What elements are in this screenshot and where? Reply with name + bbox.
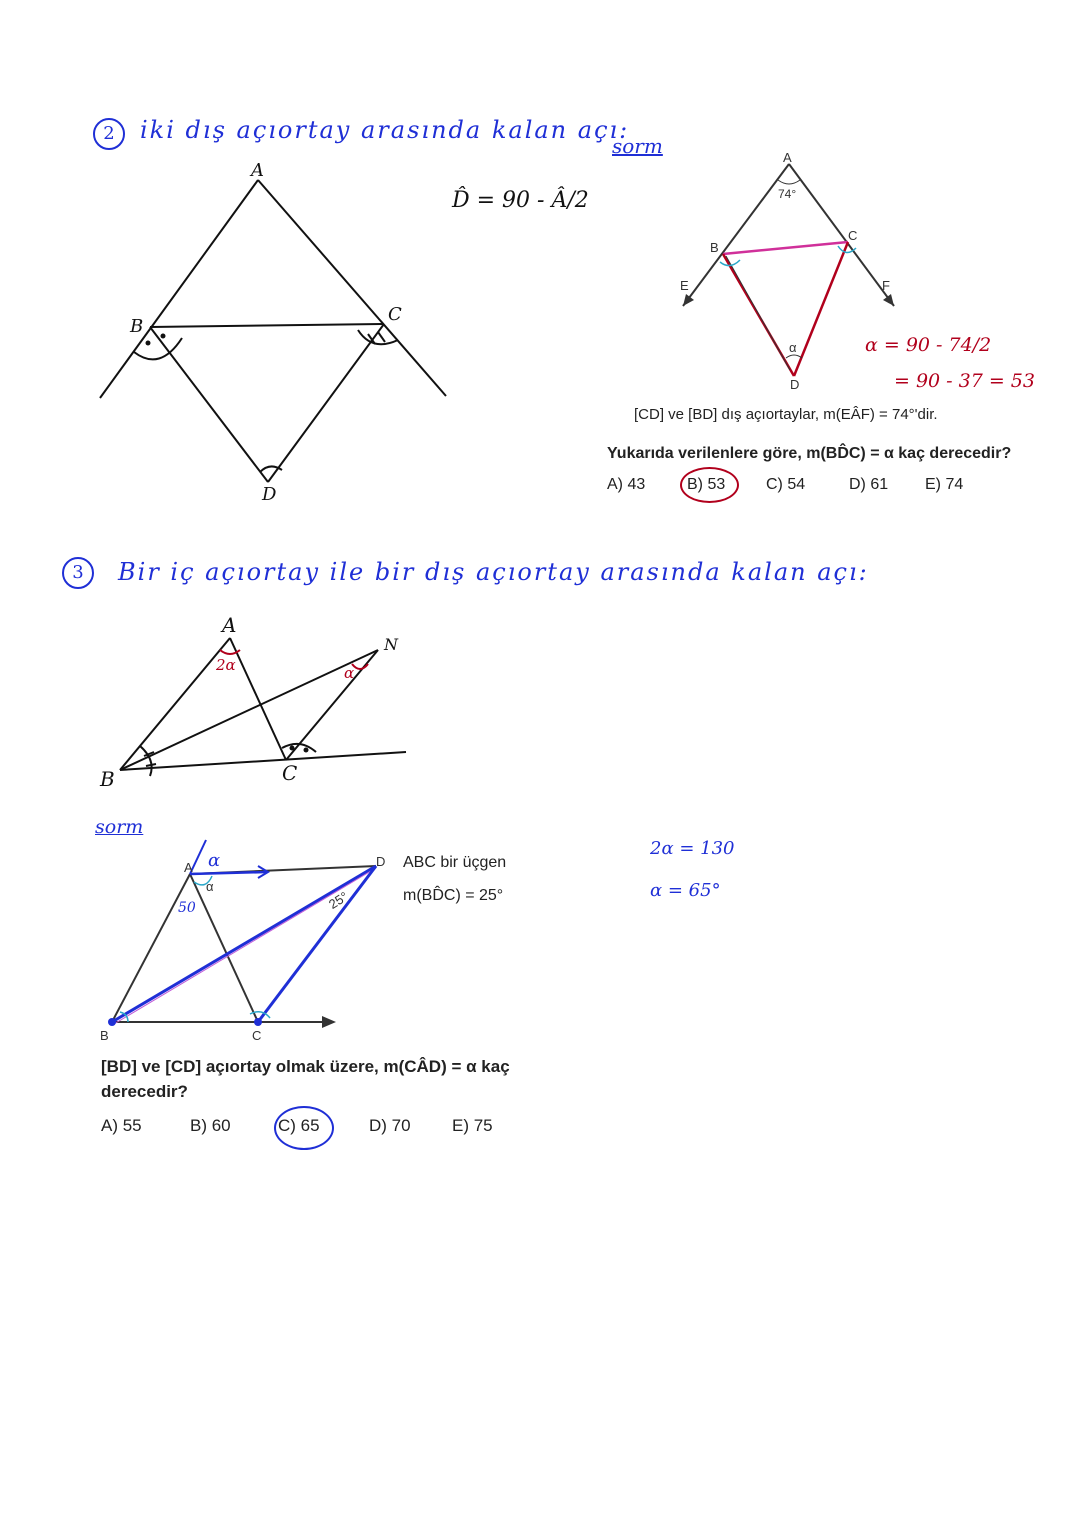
e1-arc-d bbox=[786, 355, 802, 358]
s3-bn bbox=[120, 650, 378, 770]
example1-work-1: α = 90 - 74/2 bbox=[865, 334, 992, 356]
e1-label-c: C bbox=[848, 228, 858, 243]
e2-dot-b bbox=[108, 1018, 116, 1026]
section3-number: 3 bbox=[62, 557, 94, 589]
s2-label-b: B bbox=[130, 316, 144, 337]
e2-option-b[interactable]: B) 60 bbox=[190, 1116, 231, 1135]
e1-label-b: B bbox=[710, 240, 719, 255]
example2-given1: ABC bir üçgen bbox=[403, 854, 507, 871]
e2-label-25: 25° bbox=[326, 888, 351, 912]
s3-dot-c1 bbox=[290, 746, 295, 751]
example1-given: [CD] ve [BD] dış açıortaylar, m(EÂF) = 74°'dir. bbox=[634, 406, 938, 423]
e2-cd bbox=[258, 866, 376, 1022]
s3-ba bbox=[120, 638, 230, 770]
e1-side-bc bbox=[723, 242, 848, 254]
s3-bc-ext bbox=[120, 752, 406, 770]
e2-option-d[interactable]: D) 70 bbox=[369, 1116, 411, 1135]
example2-question-1: [BD] ve [CD] açıortay olmak üzere, m(CÂD) = α kaç bbox=[101, 1057, 510, 1076]
s2-cd bbox=[268, 324, 384, 482]
e2-label-c: C bbox=[252, 1028, 262, 1043]
section2-number: 2 bbox=[93, 118, 125, 150]
s3-label-n: N bbox=[384, 635, 398, 654]
s3-angle-n: α bbox=[344, 664, 355, 682]
e1-ray-af bbox=[789, 164, 894, 306]
s3-label-a: A bbox=[222, 613, 237, 637]
example2-question-2: derecedir? bbox=[101, 1082, 188, 1101]
e2-ac bbox=[190, 874, 258, 1022]
s3-dot-c2 bbox=[304, 748, 309, 753]
example1-work-2: = 90 - 37 = 53 bbox=[894, 370, 1035, 392]
s3-tick-b2 bbox=[146, 764, 156, 766]
e1-arrow-f bbox=[883, 294, 894, 306]
example2-work-1: 2α = 130 bbox=[650, 838, 735, 859]
e1-label-a: A bbox=[783, 150, 792, 165]
e2-hand-alpha: α bbox=[208, 850, 221, 871]
e2-selected-circle bbox=[274, 1106, 334, 1150]
example2-tag: sorm bbox=[95, 816, 144, 838]
section2-formula: D̂ = 90 - Â/2 bbox=[452, 188, 589, 213]
e1-option-c[interactable]: C) 54 bbox=[766, 476, 806, 493]
e2-bd bbox=[112, 866, 376, 1022]
s2-label-d: D bbox=[262, 484, 277, 505]
e1-cd bbox=[794, 242, 848, 376]
e1-label-f: F bbox=[882, 278, 890, 293]
example2-given2: m(BD̂C) = 25° bbox=[403, 887, 504, 904]
e2-dot-c bbox=[254, 1018, 262, 1026]
section3-heading: Bir iç açıortay ile bir dış açıortay arasında kalan açı: bbox=[118, 558, 869, 586]
e2-label-a: A bbox=[184, 860, 193, 875]
e2-option-c[interactable]: C) 65 bbox=[278, 1116, 320, 1135]
s2-arc-d bbox=[260, 466, 282, 472]
e1-angle-a: 74° bbox=[778, 187, 797, 201]
s2-dot-b1 bbox=[146, 341, 151, 346]
e2-option-e[interactable]: E) 75 bbox=[452, 1116, 493, 1135]
section2-heading: iki dış açıortay arasında kalan açı: bbox=[140, 116, 630, 144]
e2-arrow-bc bbox=[322, 1016, 336, 1028]
example1-question: Yukarıda verilenlere göre, m(BD̂C) = α kaç derecedir? bbox=[607, 445, 1012, 462]
s2-line-a-right bbox=[258, 180, 446, 396]
e1-label-alpha: α bbox=[789, 340, 797, 355]
e1-option-a[interactable]: A) 43 bbox=[607, 476, 646, 493]
e1-option-e[interactable]: E) 74 bbox=[925, 476, 964, 493]
section2-figure bbox=[100, 180, 446, 482]
e1-label-e: E bbox=[680, 278, 689, 293]
e2-label-b: B bbox=[100, 1028, 109, 1043]
s2-tick-c2 bbox=[378, 332, 385, 342]
e2-ad-blue bbox=[190, 872, 266, 874]
e2-hand-50: 50 bbox=[178, 900, 196, 916]
example1-tag: sorm bbox=[612, 134, 663, 158]
s2-label-c: C bbox=[388, 304, 402, 325]
e2-label-alpha: α bbox=[206, 879, 214, 894]
s3-arc-b bbox=[140, 746, 152, 776]
e1-option-d[interactable]: D) 61 bbox=[849, 476, 889, 493]
e1-option-b[interactable]: B) 53 bbox=[687, 476, 726, 493]
s2-side-bc bbox=[150, 324, 384, 327]
e1-bd-shadow bbox=[726, 256, 790, 370]
s3-label-c: C bbox=[282, 761, 298, 785]
s2-dot-b2 bbox=[161, 334, 166, 339]
s3-label-b: B bbox=[100, 767, 115, 791]
s3-ac bbox=[230, 638, 286, 760]
e1-arrow-e bbox=[683, 294, 694, 306]
e1-label-d: D bbox=[790, 377, 800, 392]
example2-work-2: α = 65° bbox=[650, 880, 721, 901]
section3-figure bbox=[120, 638, 406, 776]
s3-angle-a: 2α bbox=[216, 656, 236, 674]
s2-label-a: A bbox=[251, 160, 264, 181]
e2-option-a[interactable]: A) 55 bbox=[101, 1116, 142, 1135]
e1-ray-ae bbox=[683, 164, 789, 306]
e1-selected-circle bbox=[680, 467, 739, 503]
s2-bd bbox=[150, 327, 268, 482]
example2-figure bbox=[112, 840, 376, 1028]
e2-label-d: D bbox=[376, 854, 386, 869]
e1-arc-a bbox=[778, 180, 800, 184]
